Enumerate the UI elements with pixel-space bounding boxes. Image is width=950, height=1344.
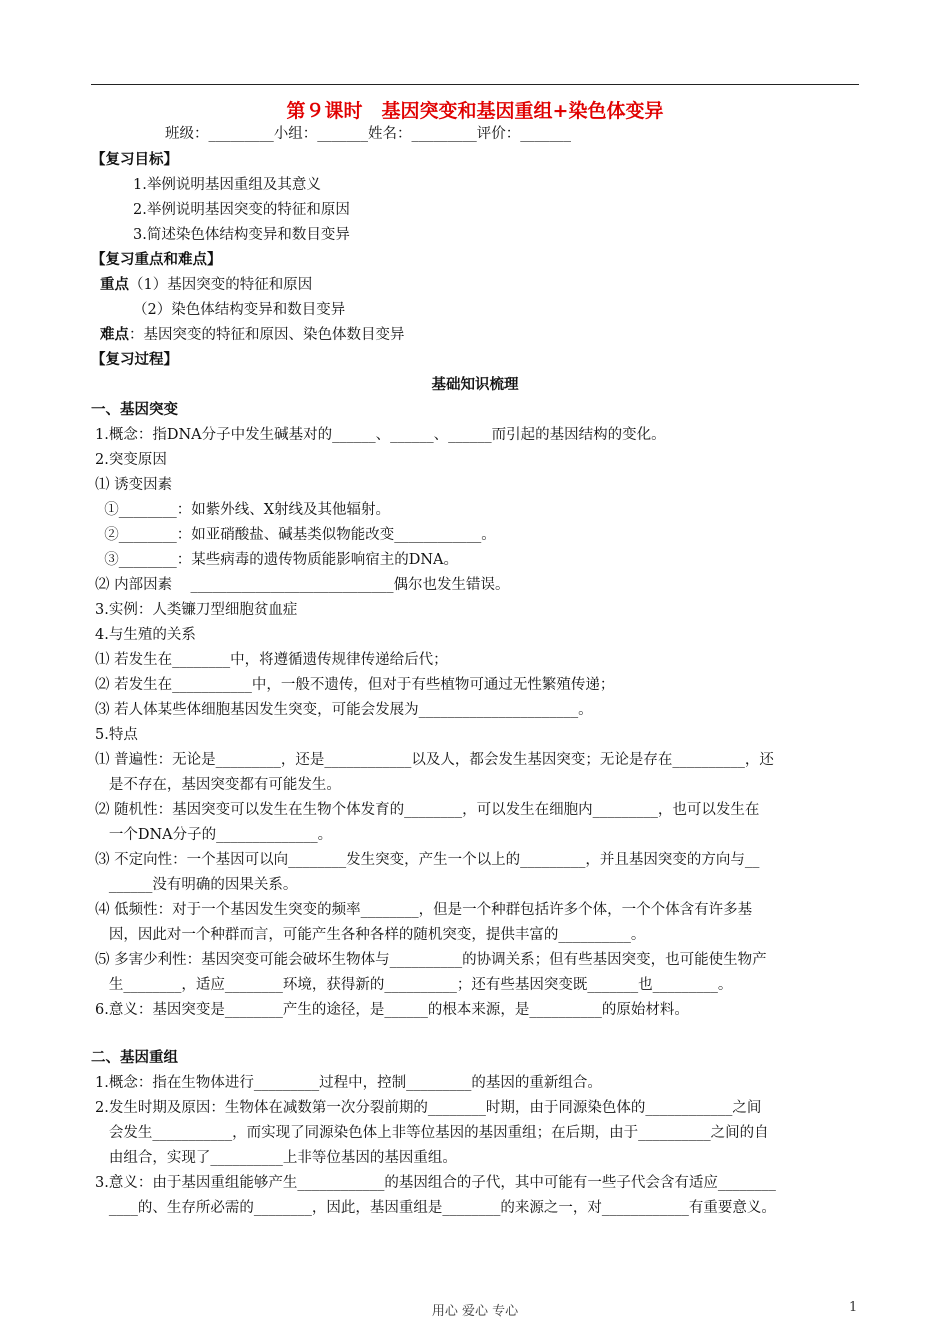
text-line: 4.与生殖的关系	[95, 627, 196, 643]
section-heading-gene-mutation: 一、基因突变	[91, 402, 178, 418]
page-number: 1	[849, 1300, 858, 1315]
text-line: ____的、生存所必需的________，因此，基因重组是________的来源之一，对____________有重要意义。	[95, 1200, 776, 1216]
text-line: ①________：如紫外线、X射线及其他辐射。	[95, 502, 391, 518]
text-line: ②________：如亚硝酸盐、碱基类似物能改变____________。	[95, 527, 496, 543]
difficulty-line	[100, 325, 405, 345]
text-line: ⑶ 若人体某些体细胞基因发生突变，可能会发展为______________________。	[95, 702, 593, 718]
text-line: 一个DNA分子的______________。	[95, 827, 333, 843]
text-line: 会发生___________，而实现了同源染色体上非等位基因的基因重组；在后期，由于__________之间的自	[95, 1125, 769, 1141]
difficulty-label: 难点	[100, 327, 129, 343]
text-line: 2.突变原因	[95, 452, 167, 468]
text-line: ⑵ 内部因素 ____________________________偶尔也发生错误。	[95, 577, 510, 593]
text-line: 1.概念：指在生物体进行_________过程中，控制_________的基因的重新组合。	[95, 1075, 602, 1091]
text-line: ⑶ 不定向性：一个基因可以向________发生突变，产生一个以上的_________，并且基因突变的方向与__	[95, 852, 760, 868]
text-line: 5.特点	[95, 727, 138, 743]
page-title: 第９课时 基因突变和基因重组+染色体变异	[286, 100, 664, 122]
student-info-line: 班级：_________小组：_______姓名：_________评价：_______	[165, 126, 571, 142]
text-line: ⑵ 随机性：基因突变可以发生在生物个体发育的________，可以发生在细胞内_________，也可以发生在	[95, 802, 760, 818]
text-line: 是不存在，基因突变都有可能发生。	[95, 777, 341, 793]
text-line: 1.概念：指DNA分子中发生碱基对的______、______、______而引起的基因结构的变化。	[95, 427, 666, 443]
section-heading-gene-recombination: 二、基因重组	[91, 1050, 178, 1066]
goal-item: 2.举例说明基因突变的特征和原因	[133, 202, 350, 218]
process-heading: 【复习过程】	[91, 352, 178, 368]
text-line: ③________：某些病毒的遗传物质能影响宿主的DNA。	[95, 552, 459, 568]
goal-item: 3.简述染色体结构变异和数目变异	[133, 227, 350, 243]
text-line: ______没有明确的因果关系。	[95, 877, 298, 893]
knowledge-subheading: 基础知识梳理	[431, 377, 519, 393]
text-line: 因，因此对一个种群而言，可能产生各种各样的随机突变，提供丰富的__________。	[95, 927, 646, 943]
text-line: 2.发生时期及原因：生物体在减数第一次分裂前期的________时期，由于同源染色体的____________之间	[95, 1100, 762, 1116]
goal-item: 1.举例说明基因重组及其意义	[133, 177, 321, 193]
text-line: 6.意义：基因突变是________产生的途径，是______的根本来源，是__________的原始材料。	[95, 1002, 689, 1018]
text-line: ⑸ 多害少利性：基因突变可能会破坏生物体与__________的协调关系；但有些基因突变，也可能使生物产	[95, 952, 767, 968]
difficulty-text: ：基因突变的特征和原因、染色体数目变异	[129, 327, 405, 343]
text-line: ⑴ 若发生在________中，将遵循遗传规律传递给后代；	[95, 652, 448, 668]
keypoint-label: 重点	[100, 277, 129, 293]
text-line: 3.实例：人类镰刀型细胞贫血症	[95, 602, 298, 618]
footer-text: 用心 爱心 专心	[431, 1304, 519, 1319]
text-line: ⑵ 若发生在___________中，一般不遗传，但对于有些植物可通过无性繁殖传递；	[95, 677, 615, 693]
keypoint-line-1	[100, 275, 312, 295]
text-line: ⑷ 低频性：对于一个基因发生突变的频率________，但是一个种群包括许多个体，一个个体含有许多基	[95, 902, 753, 918]
keypoint-line-2: （2）染色体结构变异和数目变异	[133, 302, 346, 318]
text-line: 生________，适应________环境，获得新的__________；还有些基因突变既_______也_________。	[95, 977, 733, 993]
text-line: 3.意义：由于基因重组能够产生____________的基因组合的子代，其中可能有一些子代会含有适应________	[95, 1175, 776, 1191]
keypoint-text: （1）基因突变的特征和原因	[129, 277, 313, 293]
header-rule	[91, 84, 859, 85]
keypoints-heading: 【复习重点和难点】	[91, 252, 222, 268]
text-line: 由组合，实现了__________上非等位基因的基因重组。	[95, 1150, 457, 1166]
text-line: ⑴ 普遍性：无论是_________，还是____________以及人，都会发生基因突变；无论是存在__________，还	[95, 752, 774, 768]
goals-heading: 【复习目标】	[91, 152, 178, 168]
text-line: ⑴ 诱变因素	[95, 477, 173, 493]
